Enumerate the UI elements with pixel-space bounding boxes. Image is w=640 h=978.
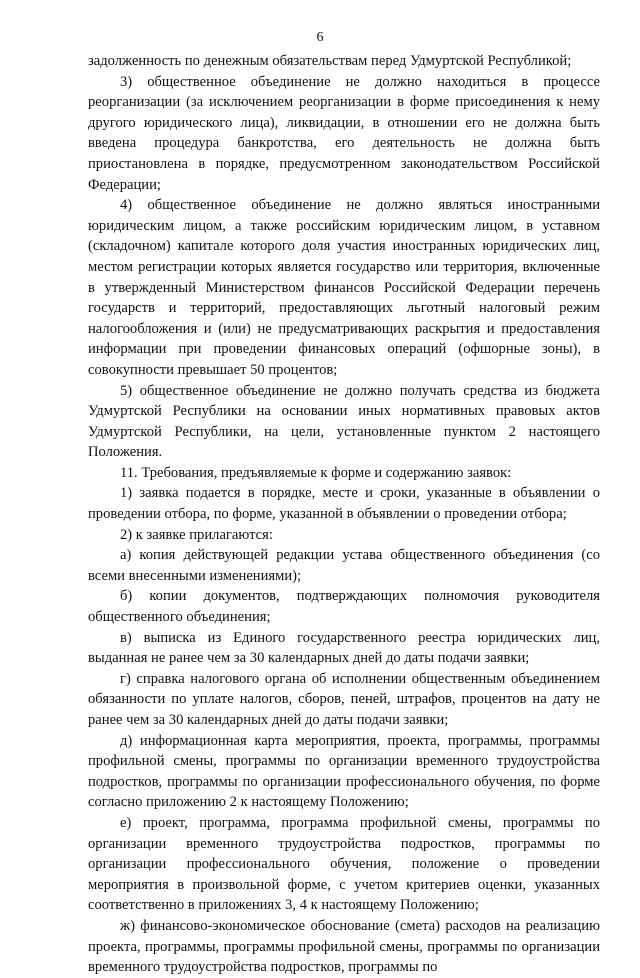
- paragraph-item-3: 3) общественное объединение не должно находиться в процессе реорганизации (за исключением реорганизации в форме присоединения к нему другого юридического лица), ликвидации, в отношении его не должна быть введена процедура банкротства, его деятельность не должна быть приостановлена в порядке, предусмотренном законодательством Российской Федерации;: [88, 73, 600, 193]
- paragraph-item-1: 1) заявка подается в порядке, месте и сроки, указанные в объявлении о проведении отбора, по форме, указанной в объявлении о проведении отбора;: [88, 485, 600, 523]
- paragraph-continuation: задолженность по денежным обязательствам перед Удмуртской Республикой;: [88, 53, 572, 69]
- page-number: 6: [316, 30, 324, 45]
- paragraph-item-e: е) проект, программа, программа профильной смены, программы по организации временного трудоустройства подростков, программы по организации профессионального обучения, положение о проведении мероприятия в произвольной форме, с учетом критериев оценки, указанных соответственно в приложениях 3, 4 к настоящему Положению;: [88, 814, 600, 914]
- paragraph-item-d: д) информационная карта мероприятия, проекта, программы, программы профильной смены, программы по организации временного трудоустройства подростков, программы по организации профессионального обучения, по форме согласно приложению 2 к настоящему Положению;: [88, 732, 600, 811]
- document-body: [88, 51, 600, 978]
- paragraph-item-v: в) выписка из Единого государственного реестра юридических лиц, выданная не ранее чем за 30 календарных дней до даты подачи заявки;: [88, 629, 600, 667]
- paragraph-item-g: г) справка налогового органа об исполнении общественным объединением обязанности по уплате налогов, сборов, пеней, штрафов, процентов на дату не ранее чем за 30 календарных дней до даты подачи заявки;: [88, 670, 600, 728]
- paragraph-item-4: 4) общественное объединение не должно являться иностранными юридическим лицом, а также российским юридическим лицом, в уставном (складочном) капитале которого доля участия иностранных юридических лиц, местом регистрации которых является государство или территория, включенные в утвержденный Министерством финансов Российской Федерации перечень государств и территорий, предоставляющих льготный налоговый режим налогообложения и (или) не предусматривающих раскрытия и предоставления информации при проведении финансовых операций (офшорные зоны), в совокупности превышает 50 процентов;: [88, 197, 600, 378]
- paragraph-item-a: а) копия действующей редакции устава общественного объединения (со всеми внесенными изменениями);: [88, 547, 600, 584]
- paragraph-item-b: б) копии документов, подтверждающих полномочия руководителя общественного объединения;: [88, 588, 600, 626]
- section-11-heading: 11. Требования, предъявляемые к форме и содержанию заявок:: [120, 464, 512, 481]
- paragraph-item-5: 5) общественное объединение не должно получать средства из бюджета Удмуртской Республики на основании иных нормативных правовых актов Удмуртской Республики, на цели, установленные пунктом 2 настоящего Положения.: [88, 382, 600, 461]
- paragraph-item-zh: ж) финансово-экономическое обоснование (смета) расходов на реализацию проекта, программы, программы профильной смены, программы по организации временного трудоустройства подростков, программы по: [88, 917, 600, 976]
- paragraph-item-2: 2) к заявке прилагаются:: [120, 526, 273, 543]
